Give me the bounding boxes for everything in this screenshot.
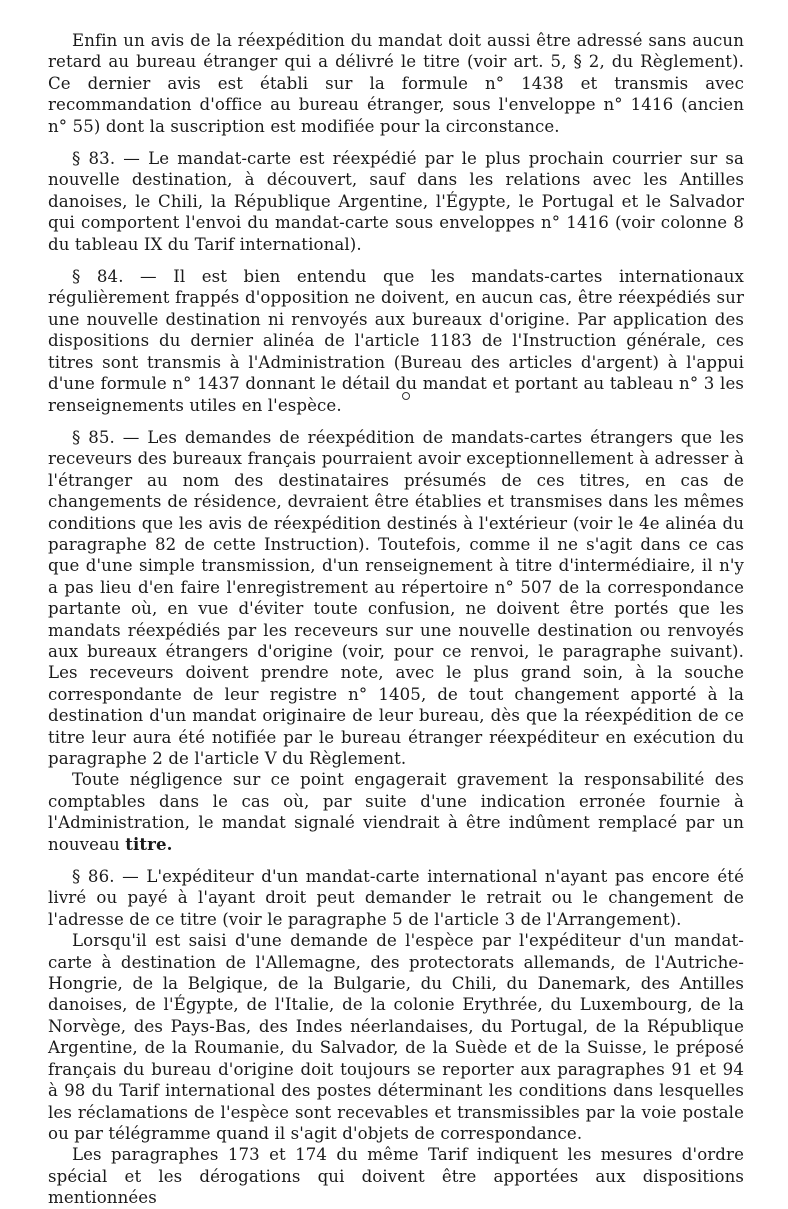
paragraph-paragraphes-173-174: Les paragraphes 173 et 174 du même Tarif indiquent les mesures d'ordre spécial et les dérogations qui doivent être apportées aux dispositions mentionnées [48, 1145, 744, 1208]
paragraph-section-86: § 86. — L'expéditeur d'un mandat-carte international n'ayant pas encore été livré ou payé à l'ayant droit peut demander le retrait ou le changement de l'adresse de ce titre (voir le paragraphe 5 de l'article 3 de l'Arrangement). [48, 867, 744, 929]
paragraph-section-84: § 84. — Il est bien entendu que les mandats-cartes internationaux régulièrement frappés d'opposition ne doivent, en aucun cas, être réexpédiés sur une nouvelle destination ni renvoyés aux bureaux d'origine. Par application des dispositions du dernier alinéa de l'article 1183 de l'Instruction générale, ces titres sont transmis à l'Administration (Bureau des articles d'argent) à l'appui d'une formule n° 1437 donnant le détail du mandat et portant au tableau n° 3 les renseignements utiles en l'espèce. [48, 267, 744, 415]
bold-word-titre: titre. [125, 833, 173, 854]
paragraph-section-85: § 85. — Les demandes de réexpédition de mandats-cartes étrangers que les receveurs des bureaux français pourraient avoir exceptionnellement à adresser à l'étranger au nom des destinataires présumés de ces titres, en cas de changements de résidence, devraient être établies et transmises dans les mêmes conditions que les avis de réexpédition destinés à l'extérieur (voir le 4e alinéa du paragraphe 82 de cette Instruction). Toutefois, comme il ne s'agit dans ce cas que d'une simple transmission, d'un renseignement à titre d'intermédiaire, il n'y a pas lieu d'en faire l'enregistrement au répertoire n° 507 de la correspondance partante où, en vue d'éviter toute confusion, ne doivent être portés que les mandats réexpédiés par les receveurs sur une nouvelle destination ou renvoyés aux bureaux étrangers d'origine (voir, pour ce renvoi, le paragraphe suivant). Les receveurs doivent prendre note, avec le plus grand soin, à la souche correspondante de leur registre n° 1405, de tout changement apporté à la destination d'un mandat originaire de leur bureau, dès que la réexpédition de ce titre leur aura été notifiée par le bureau étranger réexpéditeur en exécution du paragraphe 2 de l'article V du Règlement. [48, 427, 744, 768]
paragraph-negligence-text: Toute négligence sur ce point engagerait gravement la responsabilité des comptables dans le cas où, par suite d'une indication erronée fournie à l'Administration, le mandat signalé viendrait à être indûment remplacé par un nouveau [48, 770, 744, 854]
paragraph-avis-reexpedition: Enfin un avis de la réexpédition du mandat doit aussi être adressé sans aucun retard au bureau étranger qui a délivré le titre (voir art. 5, § 2, du Règlement). Ce dernier avis est établi sur la formule n° 1438 et transmis avec recommandation d'office au bureau étranger, sous l'enveloppe n° 1416 (ancien n° 55) dont la suscription est modifiée pour la circonstance. [48, 31, 744, 136]
paragraph-section-83: § 83. — Le mandat-carte est réexpédié par le plus prochain courrier sur sa nouvelle destination, à découvert, sauf dans les relations avec les Antilles danoises, le Chili, la République Argentine, l'Égypte, le Portugal et le Salvador qui comportent l'envoi du mandat-carte sous enveloppes n° 1416 (voir colonne 8 du tableau IX du Tarif international). [48, 149, 744, 254]
ink-dot-mark [402, 392, 410, 400]
paragraph-negligence [48, 769, 744, 855]
paragraph-demande-retrait: Lorsqu'il est saisi d'une demande de l'espèce par l'expéditeur d'un mandat-carte à destination de l'Allemagne, des protectorats allemands, de l'Autriche-Hongrie, de la Belgique, de la Bulgarie, du Chili, du Danemark, des Antilles danoises, de l'Égypte, de l'Italie, de la colonie Erythrée, du Luxembourg, de la Norvège, des Pays-Bas, des Indes néerlandaises, du Portugal, de la République Argentine, de la Roumanie, du Salvador, de la Suède et de la Suisse, le préposé français du bureau d'origine doit toujours se reporter aux paragraphes 91 et 94 à 98 du Tarif international des postes déterminant les conditions dans lesquelles les réclamations de l'espèce sont recevables et transmissibles par la voie postale ou par télégramme quand il s'agit d'objets de correspondance. [48, 931, 744, 1143]
